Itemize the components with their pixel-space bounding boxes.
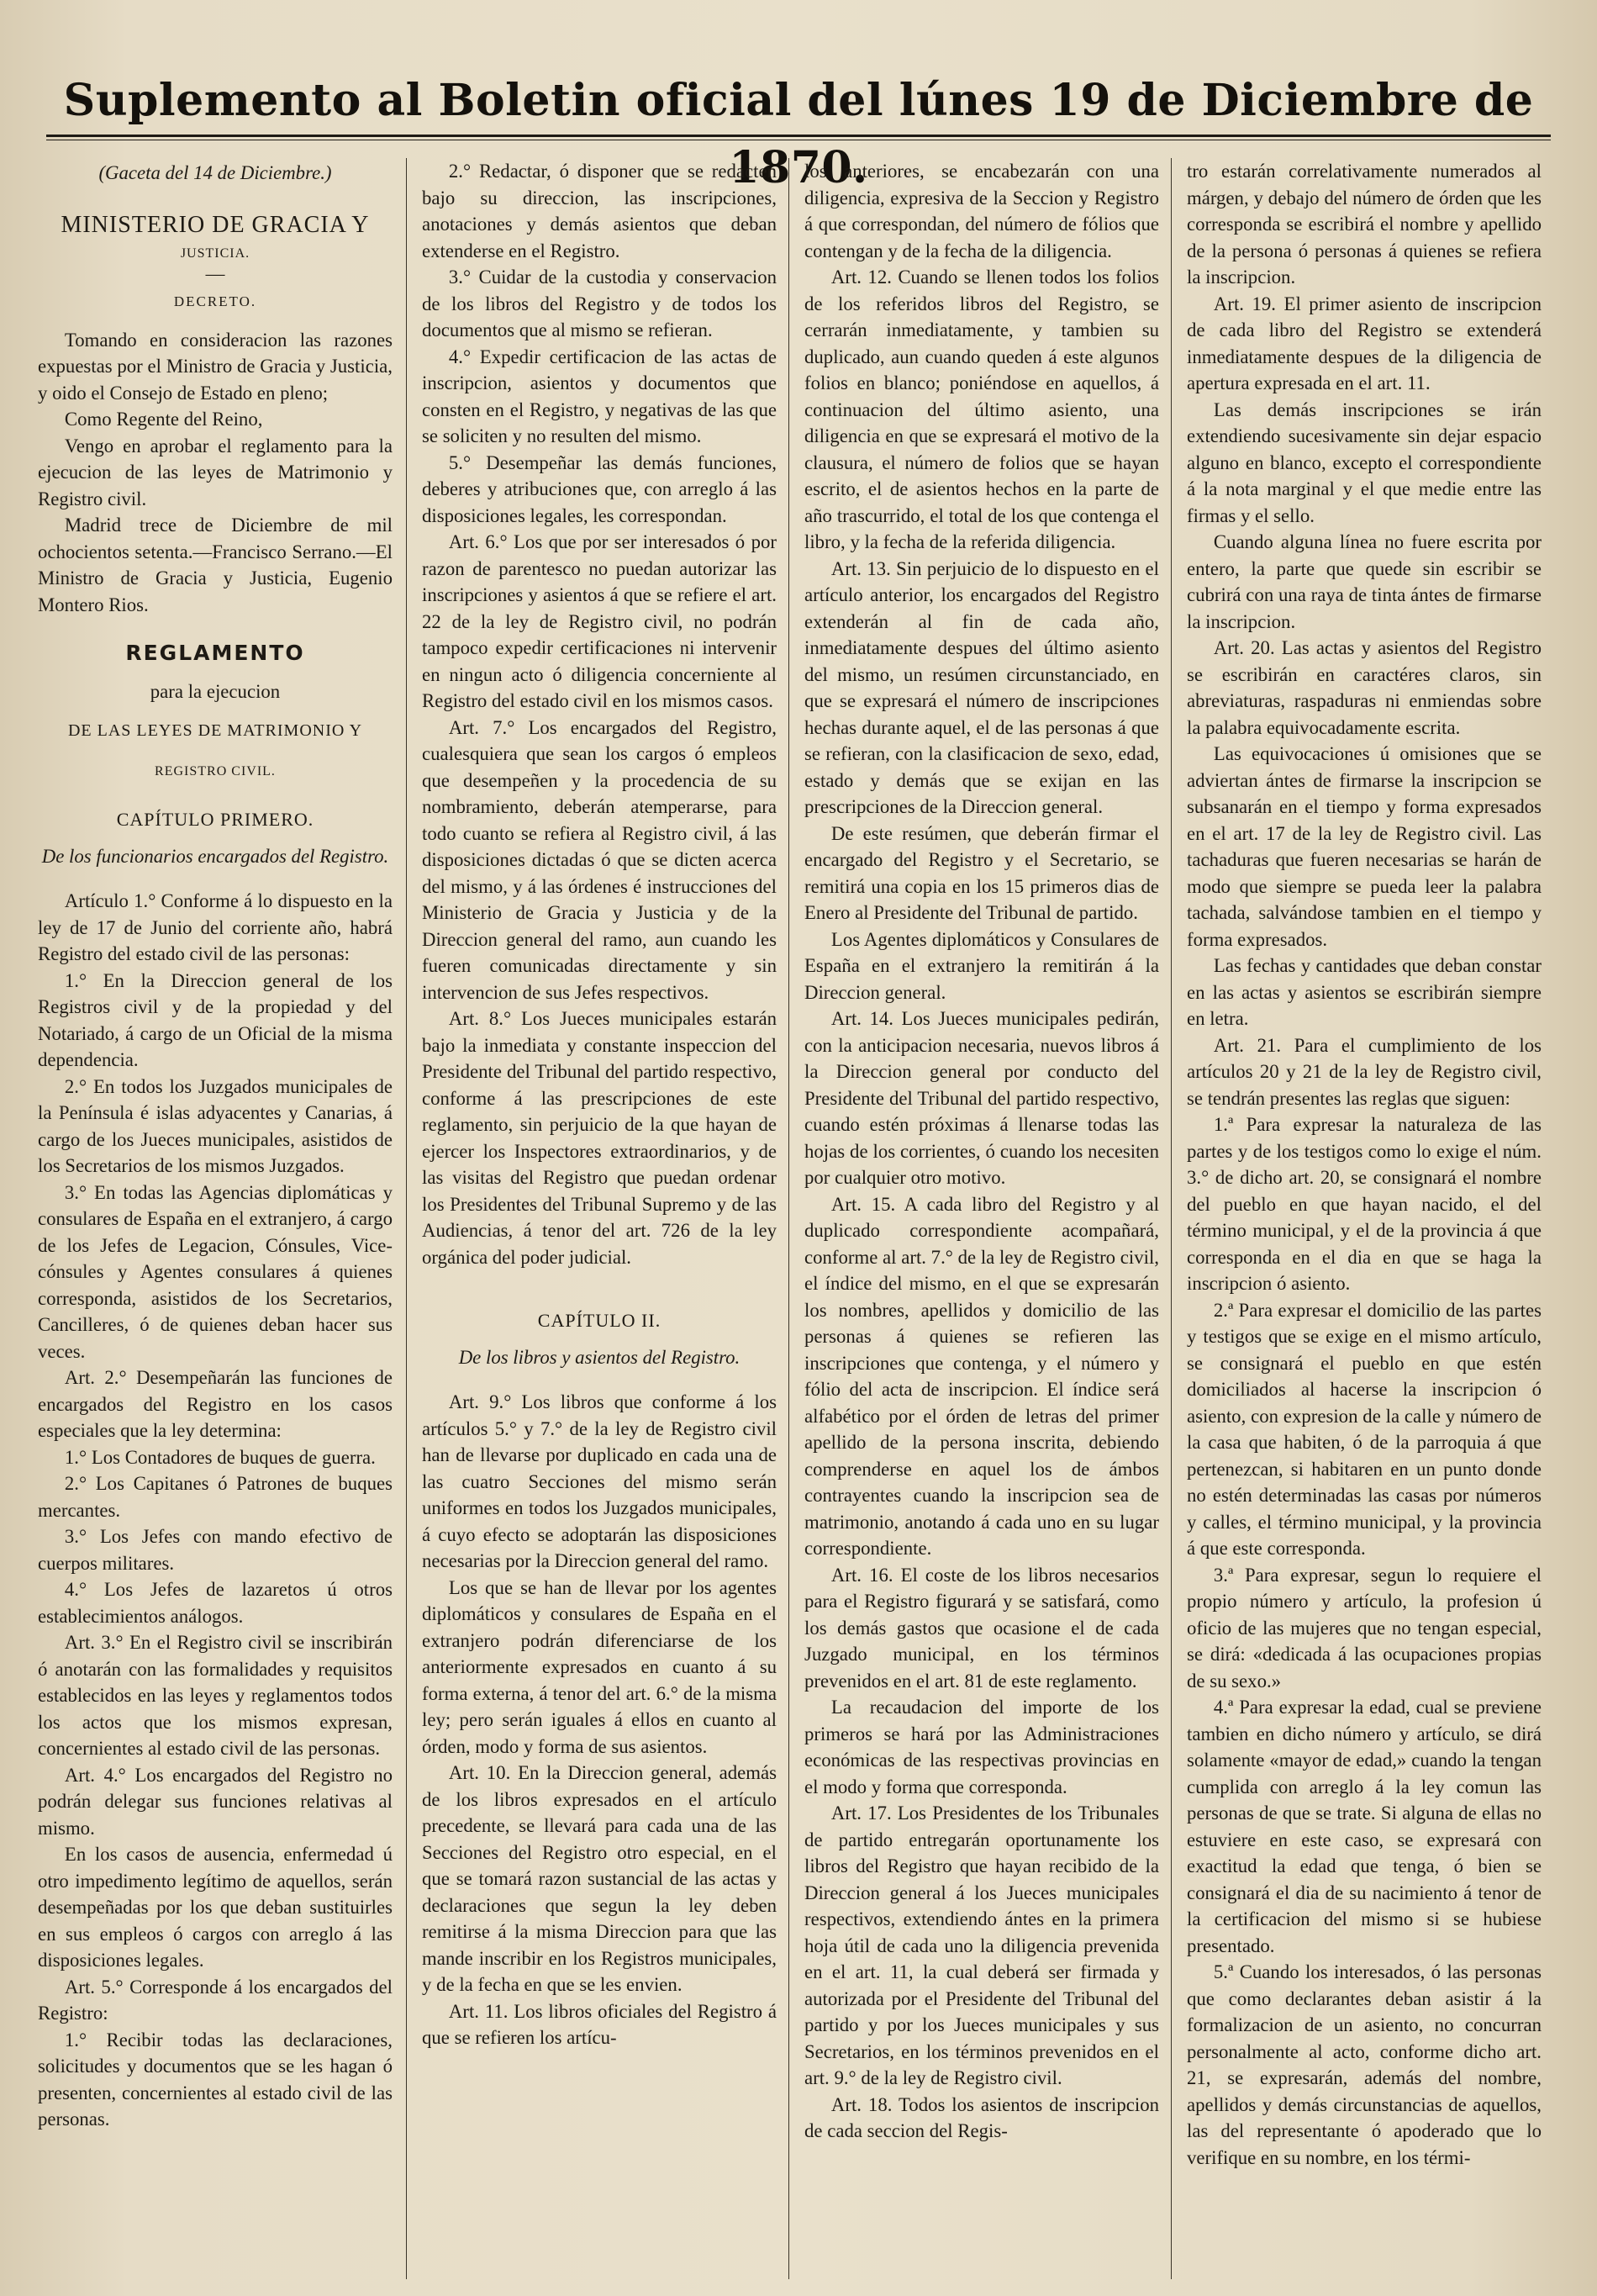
article: Art. 12. Cuando se llenen todos los folios de los referidos libros del Registro, se cerrarán inmediatamente, y tambien su duplicado, aun cuando queden á este algunos folios en blanco; poniéndose en aquellos, á continuacion del último asiento, una diligencia en que se expresará el motivo de la clausura, el número de folios que se hayan escrito, el de asientos hechos en la parte de año trascurrido, el total de los que contenga el libro, y la fecha de la referida diligencia. bbox=[804, 267, 1159, 552]
article: Art. 18. Todos los asientos de inscripcion de cada seccion del Regis- bbox=[804, 2093, 1159, 2141]
article: Art. 9.° Los libros que conforme á los artículos 5.° y 7.° de la ley de Registro civil han de llevarse por duplicado en cada una de las cuatro Secciones del mismo serán uniformes en todos los Juzgados municipales, á cuyo efecto se adoptarán las disposiciones necesarias por la Direccion general del ramo. bbox=[422, 1391, 777, 1571]
article: Art. 21. Para el cumplimiento de los artículos 20 y 21 de la ley de Registro civil, se tendrán presentes las reglas que siguen: bbox=[1187, 1034, 1542, 1109]
paragraph: Las demás inscripciones se irán extendiendo sucesivamente sin dejar espacio alguno en blanco, excepto el correspondiente á la nota marginal y el que medie entre las firmas y el sello. bbox=[1187, 399, 1542, 526]
paragraph: La recaudacion del importe de los primeros se hará por las Administraciones económicas de las respectivas provincias en el modo y forma que corresponda. bbox=[804, 1697, 1159, 1797]
article: Artículo 1.° Conforme á lo dispuesto en la ley de 17 de Junio del corriente año, habrá Registro del estado civil de las personas: bbox=[38, 890, 393, 964]
paragraph: Cuando alguna línea no fuere escrita por entero, la parte que quede sin escribir se cubrirá con una raya de tinta ántes de firmarse la inscripcion. bbox=[1187, 531, 1542, 632]
column-4 bbox=[1187, 158, 1542, 2279]
article-item: 1.ª Para expresar la naturaleza de las partes y de los testigos como lo exige el núm. 3.° de dicho art. 20, se consignará el nombre del pueblo en que hayan nacido, el del término municipal, y el de la provincia á que corresponda en el dia en que se haga la inscripcion ó asiento. bbox=[1187, 1114, 1542, 1294]
article: Art. 13. Sin perjuicio de lo dispuesto en el artículo anterior, los encargados del Registro extenderán al fin de cada año, inmediatamente despues del último asiento del mismo, un resúmen circunstanciado, en que se expresará el número de inscripciones hechas durante aquel, el de las personas á que se refieran, con la clasificacion de sexo, edad, estado y demás que se exijan en las prescripciones de la Direccion general. bbox=[804, 557, 1159, 817]
ministry-heading: MINISTERIO DE GRACIA Y bbox=[61, 211, 370, 238]
article-item: 3.° En todas las Agencias diplomáticas y consulares de España en el extranjero, á cargo de los Jefes de Legacion, Cónsules, Vice-cónsules y Agentes consulares á quienes corresponda, asistidos de los Secretarios, Cancilleres, ó de quienes deban hacer sus veces. bbox=[38, 1181, 393, 1362]
article: Art. 2.° Desempeñarán las funciones de encargados del Registro en los casos especiales que la ley determina: bbox=[38, 1367, 393, 1441]
chapter-heading: CAPÍTULO II. bbox=[537, 1310, 661, 1331]
article-item: 2.ª Para expresar el domicilio de las partes y testigos que se exige en el mismo artículo, se consignará el pueblo en que estén domiciliados al hacerse la inscripcion ó asiento, con expresion de la calle y número de la casa que habiten, ó de la parroquia á que pertenezcan, si habitaren en un punto donde no estén determinadas las casas por números y calles, el término municipal, y la provincia á que este corresponda. bbox=[1187, 1299, 1542, 1559]
article-item: 1.° En la Direccion general de los Registros civil y de la propiedad y del Notariado, á cargo de un Oficial de la misma dependencia. bbox=[38, 969, 393, 1070]
paragraph: De este resúmen, que deberán firmar el encargado del Registro y el Secretario, se remitirá una copia en los 15 primeros dias de Enero al Presidente del Tribunal de partido. bbox=[804, 822, 1159, 923]
column-divider bbox=[406, 158, 407, 2279]
chapter-title: De los libros y asientos del Registro. bbox=[458, 1346, 741, 1368]
article: Art. 16. El coste de los libros necesarios para el Registro figurará y se satisfará, como los demás gastos que ocasione el de cada Juzgado municipal, en los términos prevenidos en el art. 81 de este reglamento. bbox=[804, 1564, 1159, 1692]
article: Art. 15. A cada libro del Registro y al duplicado correspondiente acompañará, conforme al art. 7.° de la ley de Registro civil, el índice del mismo, en el que se expresarán los nombres, apellidos y domicilio de las personas á quienes se refieren las inscripciones que contenga, y el número y fólio del acta de inscripcion. El índice será alfabético por el órden de letras del primer apellido de la persona inscrita, debiendo comprenderse en aquel los de ámbos contrayentes cuando la inscripcion sea de matrimonio, anotando á cada uno en su lugar correspondiente. bbox=[804, 1193, 1159, 1559]
paragraph: Como Regente del Reino, bbox=[64, 409, 263, 430]
article-item: 4.° Expedir certificacion de las actas de inscripcion, asientos y documentos que consten en el Registro, y negativas de las que se soliciten y no resulten del mismo. bbox=[422, 346, 777, 446]
article: Art. 4.° Los encargados del Registro no podrán delegar sus funciones relativas al mismo. bbox=[38, 1764, 393, 1839]
paragraph: Las fechas y cantidades que deban constar en las actas y asientos se escribirán siempre en letra. bbox=[1187, 955, 1542, 1029]
article-item: 3.° Los Jefes con mando efectivo de cuerpos militares. bbox=[38, 1526, 393, 1574]
reglamento-subtitle: para la ejecucion bbox=[150, 680, 281, 702]
article-item: 5.ª Cuando los interesados, ó las personas que como declarantes deban asistir á la formalizacion de un asiento, no concurran personalmente al acto, conforme dicho art. 21, se expresarán, además del nombre, apellidos y demás circunstancias de aquellos, las del representante ó apoderado que lo verifique en su nombre, en los térmi- bbox=[1187, 1961, 1542, 2168]
paragraph: Las equivocaciones ú omisiones que se adviertan ántes de firmarse la inscripcion se subsanarán en el tiempo y forma expresados en el art. 17 de la ley de Registro civil. Las tachaduras que fueren necesarias se harán de modo que siempre se pueda leer la palabra tachada, salvándose tambien en el tiempo y forma expresados. bbox=[1187, 743, 1542, 950]
article-item: 2.° En todos los Juzgados municipales de la Península é islas adyacentes y Canarias, á cargo de los Jueces municipales, asistidos de los Secretarios de los mismos Juzgados. bbox=[38, 1075, 393, 1176]
column-1 bbox=[38, 158, 393, 2279]
reglamento-subtitle-small: REGISTRO CIVIL. bbox=[155, 763, 276, 779]
masthead-title: Suplemento al Boletin oficial del lúnes 19 de Diciembre de 1870. bbox=[63, 75, 1534, 193]
paragraph: los anteriores, se encabezarán con una diligencia, expresiva de la Seccion y Registro á que correspondan, del número de fólios que contengan y de la fecha de la diligencia. bbox=[804, 161, 1159, 261]
article-item: 4.ª Para expresar la edad, cual se previene tambien en dicho número y artículo, se dirá solamente «mayor de edad,» cuando la tengan cumplida con arreglo á la ley comun las personas de que se trate. Si alguna de ellas no estuviere en este caso, se expresará con exactitud la edad que tenga, ó bien se consignará el dia de su nacimiento á tenor de la certificacion del mismo si se hubiese presentado. bbox=[1187, 1697, 1542, 1956]
chapter-heading: CAPÍTULO PRIMERO. bbox=[116, 809, 314, 830]
article: Art. 10. En la Direccion general, además de los libros expresados en el artículo precedente, se llevará para cada una de las Secciones del Registro otro especial, en el que se tomará razon sustancial de las actas y declaraciones que segun la ley deben remitirse á la misma Direccion para que las mande inscribir en los Registros municipales, y de la fecha en que se les envien. bbox=[422, 1762, 777, 1995]
column-divider bbox=[788, 158, 789, 2279]
decreto-heading: DECRETO. bbox=[173, 293, 257, 309]
article: Art. 20. Las actas y asientos del Registro se escribirán en caractéres claros, sin abreviaturas, raspaduras ni enmiendas sobre la palabra equivocadamente escrita. bbox=[1187, 637, 1542, 738]
article-item: 3.ª Para expresar, segun lo requiere el propio número y artículo, la profesion ú oficio de las mujeres que no tengan especial, se dirá: «dedicada á las ocupaciones propias de su sexo.» bbox=[1187, 1564, 1542, 1692]
paragraph: Tomando en consideracion las razones expuestas por el Ministro de Gracia y Justicia, y oido el Consejo de Estado en pleno; bbox=[38, 329, 393, 404]
article: Art. 7.° Los encargados del Registro, cualesquiera que sean los cargos ó empleos que desempeñen y la procedencia de su nombramiento, deberán atemperarse, para todo cuanto se refiera al Registro civil, á las disposiciones dictadas ó que se dicten acerca del mismo, y á las órdenes é instrucciones del Ministerio de Gracia y Justicia y de la Direccion general del ramo, aun cuando les fueren comunicadas directamente y sin intervencion de sus Jefes respectivos. bbox=[422, 716, 777, 1003]
article: Art. 6.° Los que por ser interesados ó por razon de parentesco no puedan autorizar las inscripciones y asientos á que se refiere el art. 22 de la ley de Registro civil, no podrán tampoco expedir certificaciones ni intervenir en ningun acto ó diligencia concerniente al Registro del estado civil en los mismos casos. bbox=[422, 531, 777, 711]
heading-dash: — bbox=[205, 263, 225, 284]
paragraph: tro estarán correlativamente numerados al márgen, y debajo del número de órden que les corresponda se escribirá el nombre y apellido de la persona ó personas á quienes se refiera la inscripcion. bbox=[1187, 161, 1542, 288]
article: Art. 3.° En el Registro civil se inscribirán ó anotarán con las formalidades y requisitos establecidos en las leyes y reglamentos todos los actos que los mismos expresan, concernientes al estado civil de las personas. bbox=[38, 1632, 393, 1759]
ministry-subheading: JUSTICIA. bbox=[180, 245, 250, 261]
masthead-rule-thick bbox=[46, 135, 1551, 137]
chapter-title: De los funcionarios encargados del Registro. bbox=[41, 845, 389, 867]
article: Art. 19. El primer asiento de inscripcion de cada libro del Registro se extenderá inmediatamente despues de la diligencia de apertura expresada en el art. 11. bbox=[1187, 293, 1542, 393]
column-divider bbox=[1171, 158, 1172, 2279]
article-item: 4.° Los Jefes de lazaretos ú otros establecimientos análogos. bbox=[38, 1579, 393, 1627]
article-item: 5.° Desempeñar las demás funciones, deberes y atribuciones que, con arreglo á las disposiciones legales, les correspondan. bbox=[422, 451, 777, 526]
article: Art. 8.° Los Jueces municipales estarán bajo la inmediata y constante inspeccion del Presidente del Tribunal del partido respectivo, conforme á las prescripciones de este reglamento, sin perjuicio de la que hayan de ejercer los Inspectores extraordinarios, y de las visitas del Registro que puedan ordenar los Presidentes del Tribunal Supremo y de las Audiencias, á tenor del art. 726 de la ley orgánica del poder judicial. bbox=[422, 1008, 777, 1268]
article: Art. 14. Los Jueces municipales pedirán, con la anticipacion necesaria, nuevos libros á la Direccion general por conducto del Presidente del Tribunal del partido respectivo, cuando estén próximas á llenarse todas las hojas de los corrientes, ó cuando los necesiten por cualquier otro motivo. bbox=[804, 1008, 1159, 1188]
paragraph: Madrid trece de Diciembre de mil ochocientos setenta.—Francisco Serrano.—El Ministro de Gracia y Justicia, Eugenio Montero Rios. bbox=[38, 515, 393, 615]
paragraph: En los casos de ausencia, enfermedad ú otro impedimento legítimo de aquellos, serán desempeñadas por los que deban sustituirles en sus empleos ó cargos con arreglo á las disposiciones legales. bbox=[38, 1844, 393, 1971]
article-item: 1.° Recibir todas las declaraciones, solicitudes y documentos que se les hagan ó presenten, concernientes al estado civil de las personas. bbox=[38, 2029, 393, 2130]
article: Art. 17. Los Presidentes de los Tribunales de partido entregarán oportunamente los libros del Registro que hayan recibido de la Direccion general á los Jueces municipales respectivos, extendiendo ántes en la primera hoja útil de cada uno la diligencia prevenida en el art. 11, la cual deberá ser firmada y autorizada por el Presidente del Tribunal del partido y por los Jueces municipales y sus Secretarios, en los términos prevenidos en el art. 9.° de la ley de Registro civil. bbox=[804, 1802, 1159, 2088]
column-3 bbox=[804, 158, 1159, 2279]
columns-container bbox=[38, 158, 1568, 2279]
article-item: 1.° Los Contadores de buques de guerra. bbox=[64, 1446, 376, 1468]
reglamento-subtitle-caps: DE LAS LEYES DE MATRIMONIO Y bbox=[67, 721, 363, 740]
article-item: 3.° Cuidar de la custodia y conservacion de los libros del Registro y de todos los documentos que al mismo se refieran. bbox=[422, 267, 777, 340]
article-item: 2.° Redactar, ó disponer que se redacten bajo su direccion, las inscripciones, anotaciones y demás asientos que deban extenderse en el Registro. bbox=[422, 161, 777, 261]
article: Art. 11. Los libros oficiales del Registro á que se refieren los artícu- bbox=[422, 2000, 777, 2048]
article-item: 2.° Los Capitanes ó Patrones de buques mercantes. bbox=[38, 1473, 393, 1521]
paragraph: Vengo en aprobar el reglamento para la ejecucion de las leyes de Matrimonio y Registro civil. bbox=[38, 435, 393, 509]
article: Art. 5.° Corresponde á los encargados del Registro: bbox=[38, 1976, 393, 2024]
spacer bbox=[422, 1270, 777, 1301]
gaceta-reference: (Gaceta del 14 de Diciembre.) bbox=[98, 162, 332, 183]
reglamento-heading: REGLAMENTO bbox=[125, 641, 305, 665]
paragraph: Los que se han de llevar por los agentes diplomáticos y consulares de España en el extranjero podrán diferenciarse de los anteriormente expresados en cuanto á su forma externa, á tenor del art. 6.° de la misma ley; pero serán iguales á ellos en cuanto al órden, modo y forma de sus asientos. bbox=[422, 1576, 777, 1757]
column-2 bbox=[422, 158, 777, 2279]
paragraph: Los Agentes diplomáticos y Consulares de España en el extranjero la remitirán á la Direccion general. bbox=[804, 928, 1159, 1003]
